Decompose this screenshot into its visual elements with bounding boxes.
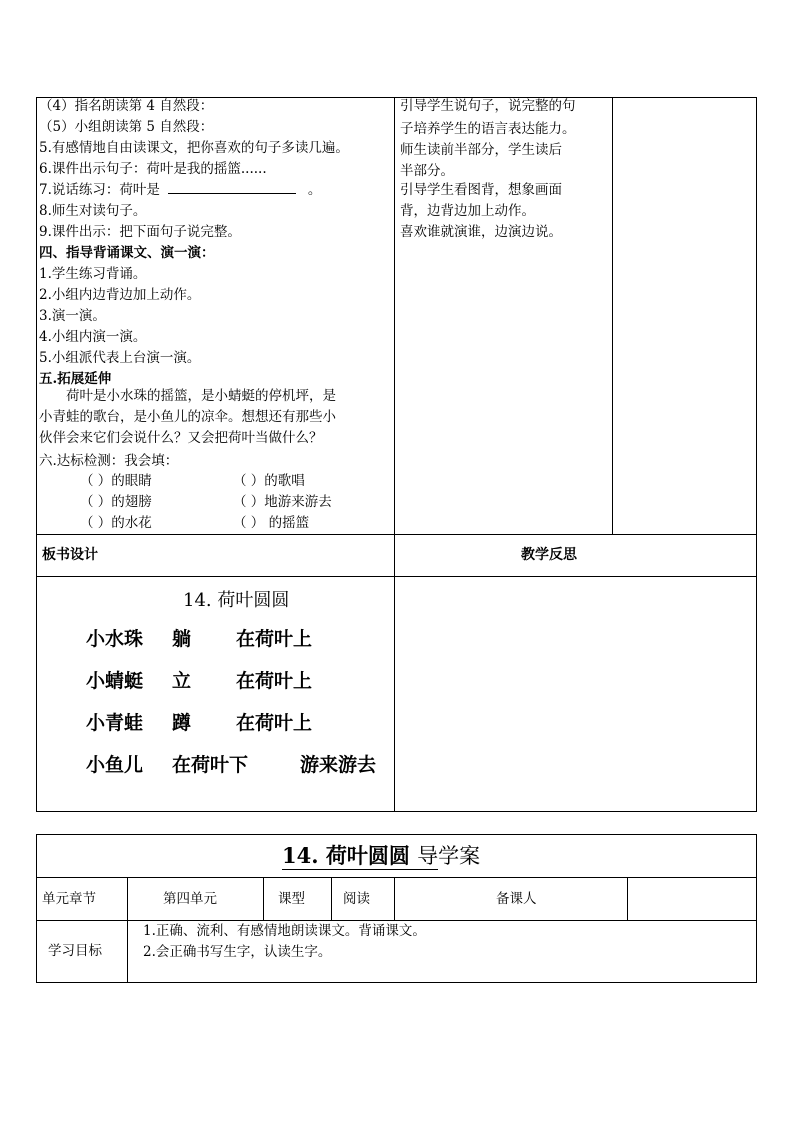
note-line: 喜欢谁就演谁，边演边说。 <box>400 224 562 240</box>
board-subject: 小鱼儿 <box>86 754 144 776</box>
step-line: 9.课件出示：把下面句子说完整。 <box>39 224 241 240</box>
step-line: （4）指名朗读第 4 自然段： <box>39 98 214 114</box>
board-design-header: 板书设计 <box>42 547 98 563</box>
title-underline <box>282 869 438 870</box>
unit-label: 单元章节 <box>42 891 96 907</box>
guide-title-main: 14. 荷叶圆圆 <box>282 843 418 868</box>
board-subject: 小青蛙 <box>86 712 144 734</box>
note-line: 师生读前半部分，学生读后 <box>400 142 562 158</box>
type-value: 阅读 <box>343 891 370 907</box>
reflection-header: 教学反思 <box>521 547 577 563</box>
note-line: 半部分。 <box>400 163 454 179</box>
fill-item: （ ）的眼睛 <box>80 473 152 489</box>
section-heading: 五.拓展延伸 <box>39 371 112 387</box>
note-line: 子培养学生的语言表达能力。 <box>400 121 576 137</box>
period: 。 <box>307 182 322 198</box>
step-line: 6.课件出示句子：荷叶是我的摇篮...... <box>39 161 267 177</box>
board-title: 14. 荷叶圆圆 <box>183 590 290 611</box>
paragraph-line: 小青蛙的歌台，是小鱼儿的凉伞。想想还有那些小 <box>39 409 336 425</box>
fill-item: （ ）的翅膀 <box>80 494 152 510</box>
step-line: 7.说话练习：荷叶是 <box>39 182 160 198</box>
board-subject: 小水珠 <box>86 628 144 650</box>
fill-item: （ ）地游来游去 <box>233 494 332 510</box>
fill-item: （ ）的歌唱 <box>233 473 305 489</box>
board-subject: 小蜻蜓 <box>86 670 144 692</box>
board-verb: 在荷叶下 <box>172 754 249 776</box>
step-line: （5）小组朗读第 5 自然段： <box>39 119 214 135</box>
goal-item: 1.正确、流利、有感情地朗读课文。背诵课文。 <box>143 923 426 939</box>
unit-value: 第四单元 <box>163 891 217 907</box>
step-line: 8.师生对读句子。 <box>39 203 147 219</box>
step-line: 3.演一演。 <box>39 308 106 324</box>
board-place: 游来游去 <box>300 754 377 776</box>
note-line: 引导学生看图背，想象画面 <box>400 182 562 198</box>
board-verb: 蹲 <box>172 712 192 734</box>
note-line: 引导学生说句子，说完整的句 <box>400 98 576 114</box>
step-line: 六.达标检测：我会填： <box>39 453 179 469</box>
type-label: 课型 <box>278 891 305 907</box>
board-verb: 立 <box>172 670 192 692</box>
guide-title <box>282 843 480 869</box>
goal-item: 2.会正确书写生字，认读生字。 <box>143 944 332 960</box>
fill-item: （ ）的水花 <box>80 515 152 531</box>
paragraph-line: 伙伴会来它们会说什么？又会把荷叶当做什么？ <box>39 430 323 446</box>
section-heading: 四、指导背诵课文、演一演： <box>39 245 215 261</box>
preparer-label: 备课人 <box>496 891 537 907</box>
speaking-practice <box>39 180 321 200</box>
board-place: 在荷叶上 <box>236 628 313 650</box>
step-line: 2.小组内边背边加上动作。 <box>39 287 201 303</box>
guide-title-tail: 导学案 <box>417 844 481 868</box>
step-line: 4.小组内演一演。 <box>39 329 147 345</box>
step-line: 5.小组派代表上台演一演。 <box>39 350 201 366</box>
board-place: 在荷叶上 <box>236 712 313 734</box>
board-place: 在荷叶上 <box>236 670 313 692</box>
blank-line <box>168 181 296 194</box>
board-verb: 躺 <box>172 628 192 650</box>
note-line: 背，边背边加上动作。 <box>400 203 535 219</box>
step-line: 1.学生练习背诵。 <box>39 266 147 282</box>
step-line: 5.有感情地自由读课文，把你喜欢的句子多读几遍。 <box>39 140 349 156</box>
goal-label: 学习目标 <box>48 943 102 959</box>
paragraph-line: 荷叶是小水珠的摇篮，是小蜻蜓的停机坪，是 <box>66 388 336 404</box>
fill-item: （ ） 的摇篮 <box>233 515 310 531</box>
